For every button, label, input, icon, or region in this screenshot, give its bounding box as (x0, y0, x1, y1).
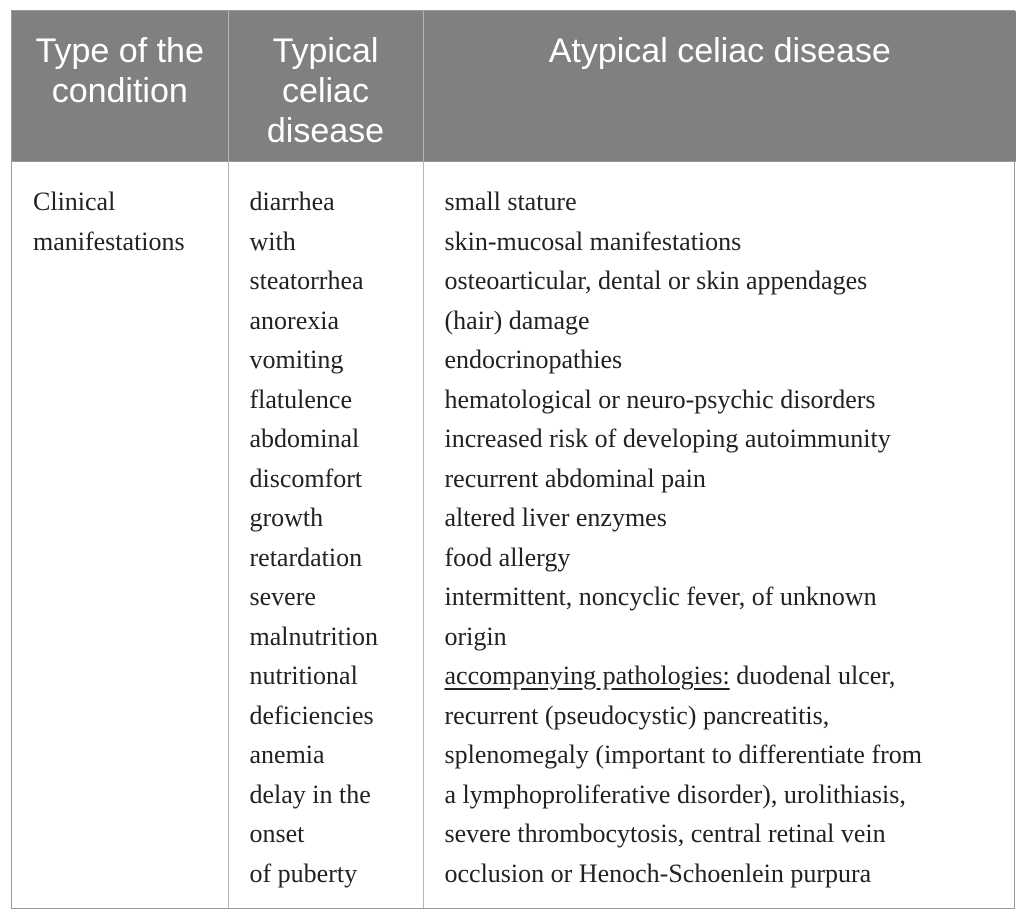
typical-line: retardation (249, 542, 363, 572)
atypical-line: increased risk of developing autoimmunity (444, 424, 891, 453)
atypical-line: recurrent abdominal pain (444, 463, 706, 493)
atypical-line: splenomegaly (important to differentiate from (444, 740, 922, 769)
condition-type-text: Clinical manifestations (33, 187, 185, 256)
typical-line: diarrhea (249, 187, 335, 216)
atypical-line: osteoarticular, dental or skin appendages (444, 266, 868, 295)
atypical-line: origin (444, 621, 507, 651)
accompanying-pathologies-rest: duodenal ulcer, (729, 661, 896, 690)
atypical-list-after (445, 696, 1007, 894)
typical-line: severe (249, 582, 316, 611)
table-row (12, 162, 1016, 909)
atypical-line: skin-mucosal manifestations (444, 226, 742, 256)
header-typical-celiac: Typical celiac disease (228, 11, 423, 162)
typical-line: delay in the (249, 779, 371, 809)
typical-line: abdominal (249, 424, 360, 453)
typical-line: vomiting (249, 345, 344, 374)
typical-line: of puberty (249, 858, 358, 888)
cell-atypical-manifestations (423, 162, 1016, 909)
typical-line: onset (249, 819, 305, 848)
atypical-list-before (445, 182, 1007, 656)
celiac-disease-table (12, 11, 1016, 908)
typical-line: deficiencies (249, 700, 374, 730)
typical-line: nutritional (249, 661, 358, 690)
accompanying-pathologies-label: accompanying pathologies: (444, 661, 730, 690)
typical-line: discomfort (249, 463, 363, 493)
atypical-line: severe thrombocytosis, central retinal vein (444, 819, 886, 848)
atypical-line: altered liver enzymes (444, 503, 667, 532)
header-type-of-condition: Type of the condition (12, 11, 228, 162)
typical-line: anorexia (249, 305, 340, 335)
header-atypical-celiac: Atypical celiac disease (423, 11, 1016, 162)
table-header-row (12, 11, 1016, 162)
typical-list (250, 182, 413, 893)
cell-condition-type (12, 162, 228, 909)
typical-line: with (249, 226, 296, 256)
atypical-line: hematological or neuro-psychic disorders (444, 384, 876, 414)
atypical-line: endocrinopathies (444, 345, 623, 374)
typical-line: steatorrhea (249, 266, 364, 295)
celiac-table-container (11, 10, 1015, 909)
typical-line: anemia (249, 740, 325, 769)
atypical-line: a lymphoproliferative disorder), urolithiasis, (444, 779, 906, 809)
typical-line: flatulence (249, 384, 352, 414)
typical-line: malnutrition (249, 621, 379, 651)
atypical-line: (hair) damage (444, 305, 590, 335)
accompanying-pathologies-line (445, 656, 1007, 696)
atypical-line: occlusion or Henoch-Schoenlein purpura (444, 858, 872, 888)
atypical-line: small stature (444, 187, 577, 216)
cell-typical-manifestations (228, 162, 423, 909)
typical-line: growth (249, 503, 324, 532)
atypical-line: recurrent (pseudocystic) pancreatitis, (444, 700, 830, 730)
atypical-line: intermittent, noncyclic fever, of unknown (444, 582, 877, 611)
atypical-line: food allergy (444, 542, 571, 572)
